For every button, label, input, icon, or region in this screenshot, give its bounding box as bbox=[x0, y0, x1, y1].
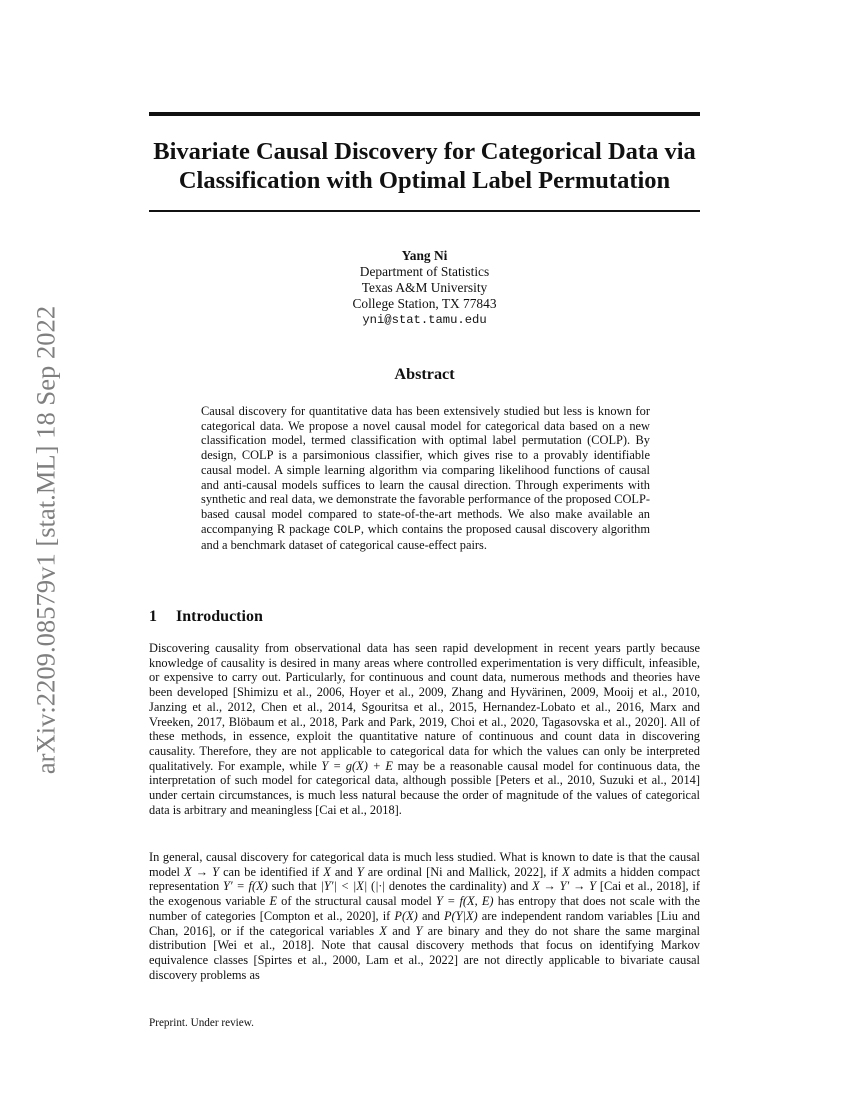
author-university: Texas A&M University bbox=[361, 280, 488, 295]
inline-math: Y′ = f(X) bbox=[222, 879, 268, 894]
author-email: yni@stat.tamu.edu bbox=[362, 313, 487, 327]
author-name: Yang Ni bbox=[401, 248, 448, 263]
section-title: Introduction bbox=[176, 608, 263, 625]
paragraph-text: Discovering causality from observational data has seen rapid development in recent years partly because knowledge of causality is desired in many areas where controlled experimentation is very difficult, infeasible, or expensive to carry out. Particularly, for continuous and count data, numerous methods and theories have been developed [Shimizu et al., 2006, Hoyer et al., 2009, Zhang and Hyvärinen, 2009, Mooij et al., 2010, Janzing et al., 2012, Chen et al., 2014, Sgouritsa et al., 2015, Hernandez-Lobato et al., 2016, Marx and Vreeken, 2017, Blöbaum et al., 2018, Park and Park, 2019, Choi et al., 2020, Tagasovska et al., 2020]. All of these methods, in essence, exploit the quantitative nature of continuous and count data in discovering causality. Therefore, they are not applicable to categorical data for which the values can only be interpreted qualitatively. For example, while bbox=[149, 641, 700, 773]
abstract-text bbox=[201, 404, 650, 553]
title-top-rule bbox=[149, 112, 700, 116]
author-block bbox=[149, 248, 700, 328]
paragraph-text: and bbox=[392, 923, 411, 938]
inline-math: Y = f(X, E) bbox=[435, 894, 494, 909]
inline-math: X bbox=[379, 923, 387, 938]
paragraph-text: are independent random variables [Liu and Chan, 2016], or if the categorical variables bbox=[149, 908, 700, 938]
arxiv-identifier-stamp: arXiv:2209.08579v1 [stat.ML] 18 Sep 2022 bbox=[30, 305, 61, 775]
paragraph-text: [Cai et al., 2018], if the exogenous variable bbox=[149, 879, 700, 909]
author-department: Department of Statistics bbox=[359, 264, 490, 279]
title-bottom-rule bbox=[149, 210, 700, 212]
inline-math: |Y′| < |X| bbox=[320, 879, 368, 894]
paragraph-text: of the structural causal model bbox=[281, 894, 432, 909]
package-name: COLP bbox=[333, 524, 361, 537]
paragraph-text: may be a reasonable causal model for continuous data, the interpretation of such model for categorical data, although possible [Peters et al., 2010, Suzuki et al., 2014] under certain circumstances, is much less natural because the order of magnitude of the values of categorical data is arbitrary and meaningless [Cai et al., 2018]. bbox=[149, 758, 700, 817]
abstract-text-part: Causal discovery for quantitative data has been extensively studied but less is known for categorical data. We propose a novel causal model for categorical data based on a new classification model, termed classification with optimal label permutation (COLP). By design, COLP is a parsimonious classifier, which gives rise to a provably identifiable causal model. A simple learning algorithm via comparing likelihood functions of causal and anti-causal models suffices to learn the causal direction. Through experiments with synthetic and real data, we demonstrate the favorable performance of the proposed COLP-based causal model compared to state-of-the-art methods. We also make available an accompanying R package bbox=[201, 404, 650, 536]
inline-math: |·| bbox=[375, 879, 386, 894]
inline-math: X → Y′ → Y bbox=[532, 879, 597, 894]
paragraph-text: ( bbox=[371, 879, 376, 894]
paragraph-text: and bbox=[334, 864, 353, 879]
inline-math: E bbox=[269, 894, 278, 909]
body-paragraph bbox=[149, 641, 700, 818]
paragraph-text: are ordinal [Ni and Mallick, 2022], if bbox=[367, 864, 558, 879]
paragraph-text: denotes the cardinality) and bbox=[388, 879, 529, 894]
inline-math: X bbox=[561, 864, 570, 879]
inline-math: X bbox=[323, 864, 331, 879]
paper-title bbox=[149, 137, 700, 195]
inline-math: Y bbox=[415, 923, 423, 938]
paragraph-text: and bbox=[421, 908, 440, 923]
paragraph-text: such that bbox=[271, 879, 317, 894]
inline-math: P(X) bbox=[394, 908, 418, 923]
paragraph-text: has entropy that does not scale with the number of categories [Compton et al., 2020], if bbox=[149, 894, 700, 923]
author-location: College Station, TX 77843 bbox=[352, 296, 497, 311]
preprint-footer: Preprint. Under review. bbox=[149, 1017, 254, 1029]
section-number: 1 bbox=[149, 608, 157, 625]
inline-math: Y bbox=[356, 864, 364, 879]
inline-math: P(Y|X) bbox=[443, 908, 478, 923]
abstract-heading: Abstract bbox=[394, 365, 455, 383]
section-heading bbox=[149, 608, 263, 626]
paragraph-text: are binary and they do not share the same marginal distribution [Wei et al., 2018]. Note that causal discovery methods that focus on identifying Markov equivalence classes [Spirtes et al., 2000, Lam et al., 2022] are not directly applicable to bivariate causal discovery problems as bbox=[149, 923, 700, 982]
inline-math: X → Y bbox=[184, 864, 219, 879]
paragraph-text: can be identified if bbox=[223, 864, 320, 879]
abstract-text-part: , which contains the proposed causal discovery algorithm and a benchmark dataset of categorical cause-effect pairs. bbox=[201, 521, 650, 553]
paragraph-text: admits a hidden compact representation bbox=[149, 864, 701, 894]
title-line: Bivariate Causal Discovery for Categorical Data via bbox=[153, 138, 696, 165]
body-paragraph bbox=[149, 850, 700, 982]
title-line: Classification with Optimal Label Permutation bbox=[178, 167, 671, 194]
paragraph-text: In general, causal discovery for categorical data is much less studied. What is known to date is that the causal model bbox=[149, 850, 700, 879]
inline-math: Y = g(X) + E bbox=[321, 758, 393, 773]
